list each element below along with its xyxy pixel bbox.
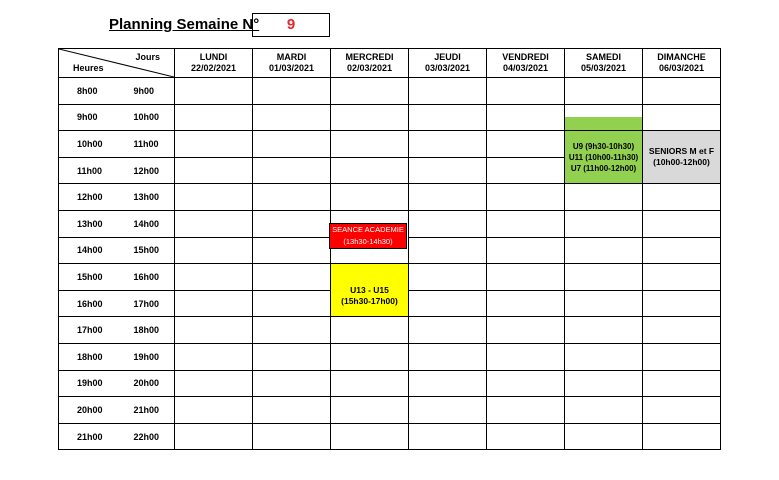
schedule-cell[interactable]	[409, 317, 487, 344]
schedule-cell[interactable]	[331, 370, 409, 397]
day-header	[253, 49, 331, 78]
schedule-cell[interactable]	[487, 104, 565, 131]
time-cell	[59, 290, 175, 317]
day-date: 04/03/2021	[502, 63, 549, 73]
schedule-cell[interactable]	[487, 237, 565, 264]
slot-end: 9h00	[133, 85, 155, 96]
schedule-cell[interactable]	[565, 78, 643, 105]
schedule-cell[interactable]	[331, 157, 409, 184]
schedule-cell[interactable]	[331, 131, 409, 158]
slot-start: 17h00	[77, 325, 103, 336]
day-name: SAMEDI	[585, 52, 621, 62]
schedule-cell[interactable]	[409, 104, 487, 131]
schedule-cell[interactable]	[253, 290, 331, 317]
day-header	[175, 49, 253, 78]
schedule-cell[interactable]	[643, 237, 721, 264]
schedule-cell[interactable]	[253, 343, 331, 370]
schedule-cell[interactable]	[331, 317, 409, 344]
time-row	[59, 397, 721, 424]
schedule-cell[interactable]	[331, 423, 409, 450]
time-cell	[59, 423, 175, 450]
day-date: 05/03/2021	[580, 63, 627, 73]
slot-start: 21h00	[77, 431, 103, 442]
schedule-cell[interactable]	[409, 237, 487, 264]
event-seance-academie[interactable]	[329, 223, 407, 249]
event-line: SEANCE ACADEMIE	[332, 225, 404, 234]
schedule-cell[interactable]	[487, 423, 565, 450]
slot-end: 15h00	[133, 245, 160, 256]
schedule-cell[interactable]	[487, 317, 565, 344]
schedule-cell[interactable]	[565, 184, 643, 211]
schedule-cell[interactable]	[253, 104, 331, 131]
schedule-cell[interactable]	[175, 264, 253, 291]
schedule-cell[interactable]	[175, 423, 253, 450]
header-row	[59, 49, 721, 78]
week-number: 9	[252, 13, 330, 37]
time-row	[59, 343, 721, 370]
heures-label: Heures	[73, 63, 104, 73]
schedule-cell[interactable]	[253, 423, 331, 450]
day-header	[409, 49, 487, 78]
schedule-cell[interactable]	[253, 184, 331, 211]
slot-start: 12h00	[77, 192, 103, 203]
schedule-cell[interactable]	[253, 157, 331, 184]
event-line: U9 (9h30-10h30)	[572, 141, 635, 151]
schedule-cell[interactable]	[253, 78, 331, 105]
time-cell	[59, 343, 175, 370]
time-row	[59, 78, 721, 105]
slot-start: 15h00	[77, 271, 103, 282]
schedule-cell[interactable]	[643, 290, 721, 317]
schedule-cell[interactable]	[565, 210, 643, 237]
schedule-cell[interactable]	[175, 317, 253, 344]
slot-end: 12h00	[133, 165, 160, 176]
planning-table	[58, 48, 721, 450]
schedule-cell[interactable]	[643, 397, 721, 424]
schedule-cell[interactable]	[487, 264, 565, 291]
day-header	[565, 49, 643, 78]
schedule-cell[interactable]	[565, 317, 643, 344]
time-row	[59, 184, 721, 211]
schedule-cell[interactable]	[565, 104, 643, 131]
schedule-cell[interactable]	[565, 237, 643, 264]
time-cell	[59, 264, 175, 291]
schedule-cell[interactable]	[175, 104, 253, 131]
schedule-cell[interactable]	[487, 210, 565, 237]
event-line: (10h00-12h00)	[653, 157, 710, 168]
slot-end: 10h00	[133, 112, 160, 123]
event-line: U7 (11h00-12h00)	[570, 163, 637, 173]
schedule-cell[interactable]	[253, 264, 331, 291]
slot-start: 19h00	[77, 378, 103, 389]
slot-start: 8h00	[77, 85, 98, 96]
schedule-cell[interactable]	[175, 157, 253, 184]
schedule-cell[interactable]	[331, 184, 409, 211]
schedule-cell[interactable]	[409, 423, 487, 450]
schedule-cell[interactable]	[409, 157, 487, 184]
schedule-cell[interactable]	[253, 370, 331, 397]
schedule-cell[interactable]	[565, 343, 643, 370]
schedule-cell[interactable]	[175, 370, 253, 397]
schedule-cell[interactable]	[565, 290, 643, 317]
time-cell	[59, 157, 175, 184]
slot-end: 20h00	[133, 378, 160, 389]
slot-start: 18h00	[77, 351, 103, 362]
day-date: 06/03/2021	[658, 63, 705, 73]
slot-start: 11h00	[77, 165, 103, 176]
schedule-cell[interactable]	[175, 397, 253, 424]
schedule-cell[interactable]	[643, 264, 721, 291]
day-header	[331, 49, 409, 78]
time-cell	[59, 104, 175, 131]
slot-start: 10h00	[77, 138, 103, 149]
schedule-cell[interactable]	[487, 157, 565, 184]
time-row	[59, 423, 721, 450]
day-name: LUNDI	[199, 52, 228, 62]
time-cell	[59, 210, 175, 237]
time-cell	[59, 131, 175, 158]
page-title: Planning Semaine N°	[109, 16, 260, 33]
schedule-cell[interactable]	[175, 290, 253, 317]
schedule-cell[interactable]	[409, 210, 487, 237]
slot-start: 9h00	[77, 112, 98, 123]
schedule-cell[interactable]	[643, 343, 721, 370]
day-date: 03/03/2021	[424, 63, 471, 73]
day-header	[643, 49, 721, 78]
schedule-cell[interactable]	[409, 397, 487, 424]
schedule-cell[interactable]	[565, 423, 643, 450]
schedule-cell[interactable]	[487, 343, 565, 370]
header-corner	[59, 49, 175, 78]
schedule-cell[interactable]	[175, 78, 253, 105]
event-line: U13 - U15	[350, 285, 389, 296]
schedule-cell[interactable]	[487, 370, 565, 397]
schedule-cell[interactable]	[409, 370, 487, 397]
schedule-cell[interactable]	[643, 317, 721, 344]
schedule-cell[interactable]	[331, 343, 409, 370]
schedule-cell[interactable]	[643, 423, 721, 450]
time-row	[59, 264, 721, 291]
schedule-cell[interactable]	[409, 78, 487, 105]
day-date: 02/03/2021	[346, 63, 393, 73]
day-name: DIMANCHE	[657, 52, 706, 62]
schedule-cell[interactable]	[643, 104, 721, 131]
slot-end: 18h00	[133, 325, 160, 336]
schedule-cell[interactable]	[409, 264, 487, 291]
event-samedi[interactable]	[565, 131, 643, 184]
schedule-cell[interactable]	[253, 317, 331, 344]
schedule-cell[interactable]	[487, 78, 565, 105]
day-name: MARDI	[276, 52, 307, 62]
time-cell	[59, 397, 175, 424]
jours-label: Jours	[135, 52, 160, 62]
slot-end: 16h00	[133, 271, 160, 282]
schedule-cell[interactable]	[409, 184, 487, 211]
schedule-cell[interactable]	[331, 104, 409, 131]
schedule-cell[interactable]	[643, 184, 721, 211]
time-row	[59, 131, 721, 158]
schedule-cell[interactable]	[643, 210, 721, 237]
day-name: MERCREDI	[345, 52, 394, 62]
schedule-cell[interactable]	[175, 237, 253, 264]
day-header	[487, 49, 565, 78]
schedule-cell[interactable]	[175, 210, 253, 237]
schedule-cell[interactable]	[175, 131, 253, 158]
slot-start: 13h00	[77, 218, 103, 229]
time-cell	[59, 184, 175, 211]
schedule-cell[interactable]	[487, 290, 565, 317]
schedule-cell[interactable]	[487, 184, 565, 211]
schedule-cell[interactable]	[565, 397, 643, 424]
day-date: 01/03/2021	[268, 63, 315, 73]
time-row	[59, 317, 721, 344]
schedule-cell[interactable]	[487, 131, 565, 158]
day-name: JEUDI	[434, 52, 461, 62]
time-cell	[59, 78, 175, 105]
schedule-cell[interactable]	[253, 210, 331, 237]
event-line: SENIORS M et F	[648, 146, 715, 157]
time-cell	[59, 317, 175, 344]
schedule-cell[interactable]	[331, 78, 409, 105]
slot-end: 11h00	[133, 138, 159, 149]
slot-end: 21h00	[133, 404, 160, 415]
time-row	[59, 104, 721, 131]
schedule-cell[interactable]	[565, 370, 643, 397]
slot-start: 16h00	[77, 298, 103, 309]
day-date: 22/02/2021	[190, 63, 237, 73]
schedule-cell[interactable]	[331, 397, 409, 424]
schedule-cell[interactable]	[253, 131, 331, 158]
time-cell	[59, 237, 175, 264]
schedule-cell[interactable]	[253, 397, 331, 424]
schedule-cell[interactable]	[175, 184, 253, 211]
slot-end: 19h00	[133, 351, 160, 362]
slot-start: 14h00	[77, 245, 103, 256]
schedule-cell[interactable]	[253, 237, 331, 264]
event-u13-u15[interactable]	[331, 264, 409, 317]
schedule-cell[interactable]	[487, 397, 565, 424]
day-name: VENDREDI	[502, 52, 549, 62]
slot-end: 17h00	[133, 298, 160, 309]
time-cell	[59, 370, 175, 397]
schedule-cell[interactable]	[175, 343, 253, 370]
schedule-cell[interactable]	[643, 370, 721, 397]
schedule-cell[interactable]	[643, 78, 721, 105]
schedule-cell[interactable]	[565, 264, 643, 291]
schedule-cell[interactable]	[409, 131, 487, 158]
slot-end: 22h00	[133, 431, 160, 442]
slot-end: 13h00	[133, 192, 160, 203]
slot-start: 20h00	[77, 404, 103, 415]
event-seniors[interactable]	[643, 131, 721, 184]
time-row	[59, 370, 721, 397]
event-line: (15h30-17h00)	[341, 296, 398, 307]
schedule-cell[interactable]	[409, 343, 487, 370]
slot-end: 14h00	[133, 218, 160, 229]
event-line: (13h30-14h30)	[343, 237, 393, 246]
event-line: U11 (10h00-11h30)	[568, 152, 639, 162]
schedule-cell[interactable]	[409, 290, 487, 317]
